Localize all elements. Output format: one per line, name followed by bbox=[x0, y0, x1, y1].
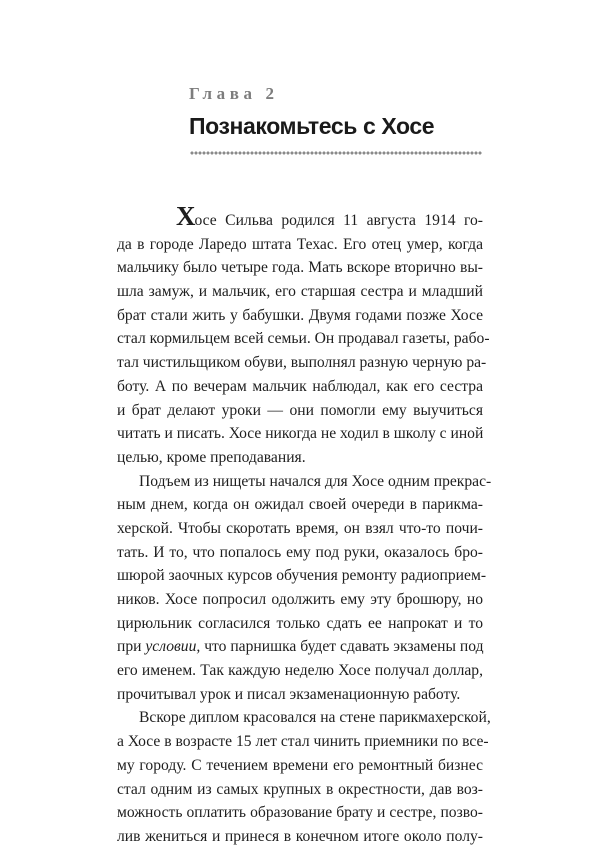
text-line: цирюльник согласился только сдать ее напрокат и то bbox=[117, 614, 483, 632]
text-line: и брат делают уроки — они помогли ему выучиться bbox=[117, 401, 483, 419]
italic-word: условии, bbox=[145, 638, 201, 656]
text-line: ным днем, когда он ожидал своей очереди в парикма- bbox=[117, 496, 483, 514]
text-line: лив жениться и принеся в конечном итоге около полу- bbox=[117, 827, 483, 845]
text-line: стал одним из самых крупных в окрестности, дав воз- bbox=[117, 780, 483, 798]
text-line: тал чистильщиком обуви, выполнял разную черную ра- bbox=[117, 354, 487, 372]
text-line bbox=[117, 635, 483, 659]
text-line: читать и писать. Хосе никогда не ходил в школу с иной bbox=[117, 425, 484, 443]
text-line bbox=[117, 201, 483, 233]
text-line-end: что парнишка будет сдавать экзамены под bbox=[204, 638, 484, 656]
text-line: его именем. Так каждую неделю Хосе получал доллар, bbox=[117, 662, 483, 680]
text-line: му городу. С течением времени его ремонтный бизнес bbox=[117, 756, 483, 774]
text-line: шла замуж, и мальчик, его старшая сестра и младший bbox=[117, 283, 483, 301]
text-line: да в городе Ларедо штата Техас. Его отец умер, когда bbox=[117, 235, 483, 253]
text-line: тать. И то, что попалось ему под руки, оказалось бро- bbox=[117, 543, 483, 561]
text-line: а Хосе в возрасте 15 лет стал чинить приемники по все- bbox=[117, 733, 489, 751]
text-line-content: осе Сильва родился 11 августа 1914 го- bbox=[194, 212, 483, 229]
text-line-start: при bbox=[117, 638, 146, 656]
text-line: мальчику было четыре года. Мать вскоре вторично вы- bbox=[117, 259, 483, 277]
text-line: стал кормильцем всей семьи. Он продавал газеты, рабо- bbox=[117, 330, 490, 348]
chapter-title: Познакомьтесь с Хосе bbox=[189, 113, 435, 139]
chapter-number: Глава 2 bbox=[189, 84, 279, 103]
drop-cap: Х bbox=[176, 201, 195, 231]
text-line: прочитывал урок и писал экзаменационную работу. bbox=[117, 685, 461, 703]
dotted-divider bbox=[190, 150, 482, 156]
text-line: Вскоре диплом красовался на стене парикмахерской, bbox=[139, 709, 491, 727]
text-line: можность оплатить образование брату и сестре, позво- bbox=[117, 804, 483, 822]
text-line: херской. Чтобы скоротать время, он взял что-то почи- bbox=[117, 519, 483, 537]
text-line: боту. А по вечерам мальчик наблюдал, как его сестра bbox=[117, 377, 483, 395]
text-line: брат стали жить у бабушки. Двумя годами позже Хосе bbox=[117, 306, 483, 324]
text-line: ников. Хосе попросил одолжить ему эту брошюру, но bbox=[117, 591, 483, 608]
body-text bbox=[117, 201, 492, 849]
text-line: шюрой заочных курсов обучения ремонту радиоприем- bbox=[117, 567, 487, 585]
text-line: Подъем из нищеты начался для Хосе одним прекрас- bbox=[139, 472, 492, 490]
text-line: целью, кроме преподавания. bbox=[117, 448, 306, 466]
